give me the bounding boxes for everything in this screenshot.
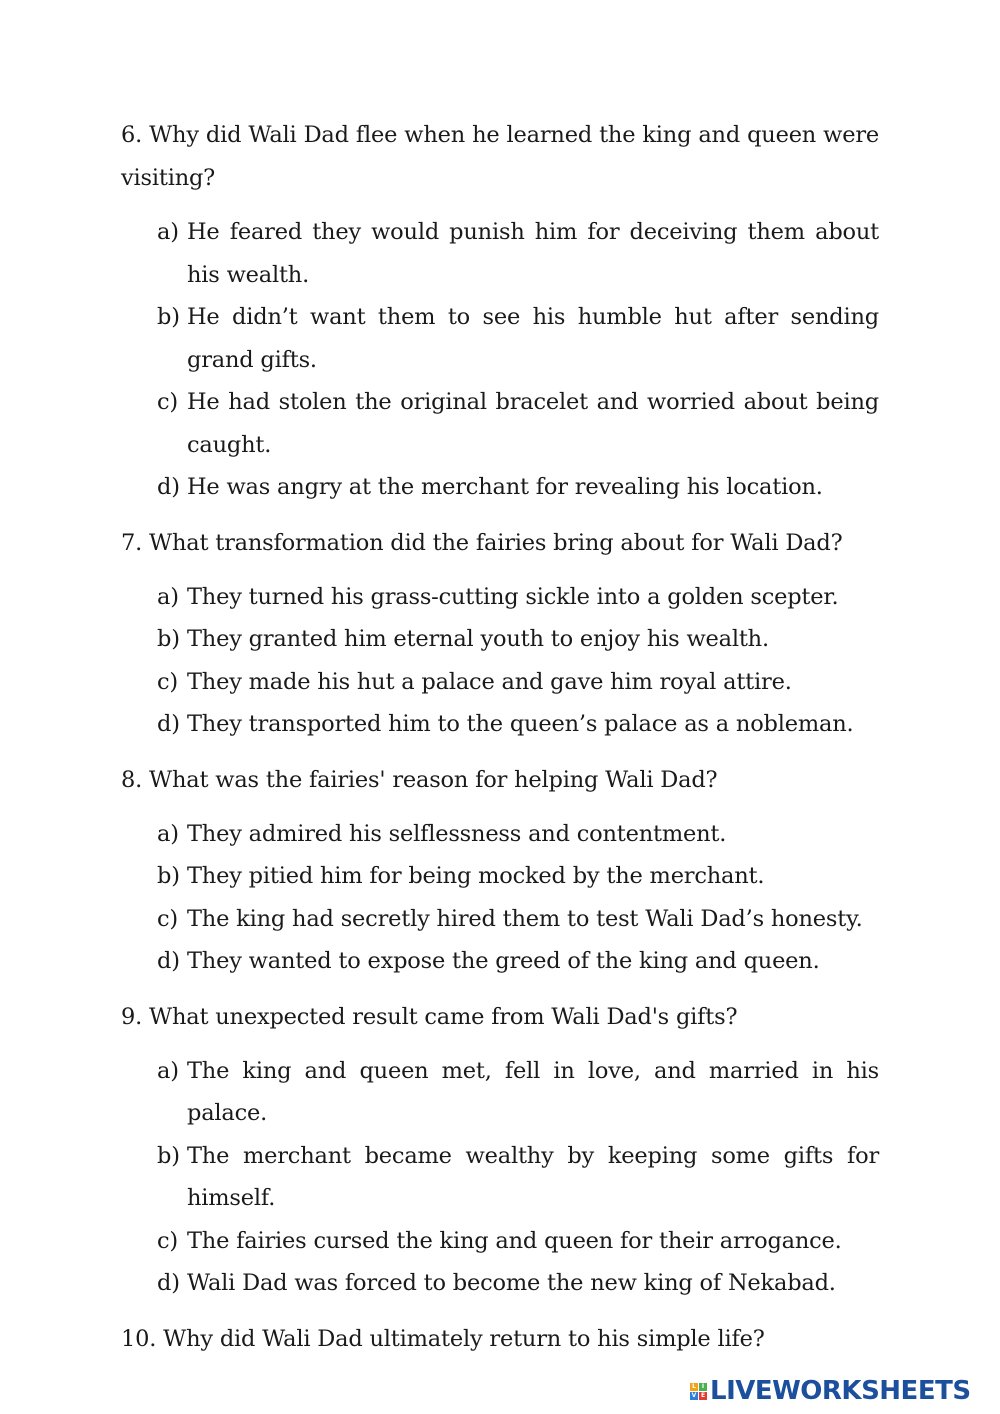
question-prompt: Why did Wali Dad flee when he learned the king and queen were visiting? [121, 122, 879, 191]
worksheet-page [121, 114, 879, 1372]
answer-option[interactable] [157, 1262, 879, 1305]
question-9 [121, 996, 879, 1039]
option-text: The king and queen met, fell in love, and married in his palace. [187, 1057, 879, 1126]
answer-option[interactable] [157, 898, 879, 941]
answer-option[interactable] [157, 211, 879, 296]
question-text [121, 996, 879, 1039]
option-letter: c) [157, 905, 178, 932]
question-number: 9. [121, 1003, 143, 1030]
question-10 [121, 1318, 879, 1361]
answer-option[interactable] [157, 618, 879, 661]
option-text: He was angry at the merchant for revealing his location. [187, 474, 823, 500]
option-text: They admired his selflessness and contentment. [187, 820, 727, 847]
question-text [121, 522, 879, 565]
logo-mark-cell: V [691, 1391, 697, 1399]
answer-option[interactable] [157, 381, 879, 466]
liveworksheets-logo [690, 1374, 971, 1408]
answer-option[interactable] [157, 576, 879, 619]
answer-option[interactable] [157, 1135, 879, 1220]
answer-options-6 [121, 211, 879, 509]
question-prompt: What was the fairies' reason for helping Wali Dad? [149, 766, 718, 793]
answer-option[interactable] [157, 296, 879, 381]
option-letter: d) [157, 948, 180, 974]
option-text: He feared they would punish him for deceiving them about his wealth. [187, 219, 879, 288]
option-text: They granted him eternal youth to enjoy his wealth. [187, 626, 769, 652]
option-text: The merchant became wealthy by keeping some gifts for himself. [187, 1142, 879, 1211]
question-number: 8. [121, 766, 143, 793]
question-6 [121, 114, 879, 200]
option-letter: b) [157, 626, 180, 652]
option-text: They turned his grass-cutting sickle into a golden scepter. [187, 583, 839, 610]
answer-options-8 [121, 813, 879, 983]
answer-option[interactable] [157, 661, 879, 704]
option-text: They made his hut a palace and gave him royal attire. [187, 668, 792, 695]
question-text [121, 1318, 879, 1361]
option-text: The king had secretly hired them to test Wali Dad’s honesty. [187, 905, 863, 932]
option-text: The fairies cursed the king and queen for their arrogance. [187, 1227, 842, 1254]
question-number: 10. [121, 1325, 157, 1352]
answer-option[interactable] [157, 466, 879, 509]
option-letter: d) [157, 711, 180, 737]
option-text: They transported him to the queen’s palace as a nobleman. [187, 711, 854, 737]
option-letter: a) [157, 1057, 179, 1084]
option-letter: b) [157, 304, 180, 330]
logo-text: LIVEWORKSHEETS [710, 1376, 971, 1406]
option-letter: c) [157, 1227, 178, 1254]
option-letter: b) [157, 1142, 180, 1169]
option-letter: a) [157, 820, 179, 847]
logo-mark-cell: L [690, 1383, 698, 1391]
question-prompt: What unexpected result came from Wali Dad's gifts? [149, 1003, 738, 1030]
option-letter: a) [157, 583, 179, 610]
option-letter: d) [157, 474, 180, 500]
option-letter: b) [157, 863, 180, 889]
question-8 [121, 759, 879, 802]
question-text [121, 114, 879, 200]
option-letter: a) [157, 219, 179, 245]
question-number: 7. [121, 529, 143, 556]
answer-option[interactable] [157, 813, 879, 856]
question-prompt: Why did Wali Dad ultimately return to his simple life? [163, 1325, 765, 1352]
answer-option[interactable] [157, 703, 879, 746]
answer-option[interactable] [157, 1220, 879, 1263]
answer-options-7 [121, 576, 879, 746]
answer-option[interactable] [157, 940, 879, 983]
logo-mark-icon [690, 1383, 707, 1400]
option-letter: d) [157, 1270, 180, 1296]
logo-mark-cell: E [700, 1391, 706, 1399]
option-text: Wali Dad was forced to become the new king of Nekabad. [187, 1270, 836, 1296]
option-letter: c) [157, 389, 178, 415]
logo-mark-cell: I [699, 1383, 707, 1391]
option-text: He had stolen the original bracelet and worried about being caught. [187, 389, 879, 458]
answer-option[interactable] [157, 1050, 879, 1135]
option-letter: c) [157, 668, 178, 695]
option-text: They wanted to expose the greed of the king and queen. [187, 948, 820, 974]
question-number: 6. [121, 122, 143, 148]
question-prompt: What transformation did the fairies bring about for Wali Dad? [149, 529, 843, 556]
answer-options-9 [121, 1050, 879, 1305]
option-text: He didn’t want them to see his humble hut after sending grand gifts. [187, 304, 879, 373]
question-text [121, 759, 879, 802]
answer-option[interactable] [157, 855, 879, 898]
question-7 [121, 522, 879, 565]
option-text: They pitied him for being mocked by the merchant. [187, 863, 765, 889]
